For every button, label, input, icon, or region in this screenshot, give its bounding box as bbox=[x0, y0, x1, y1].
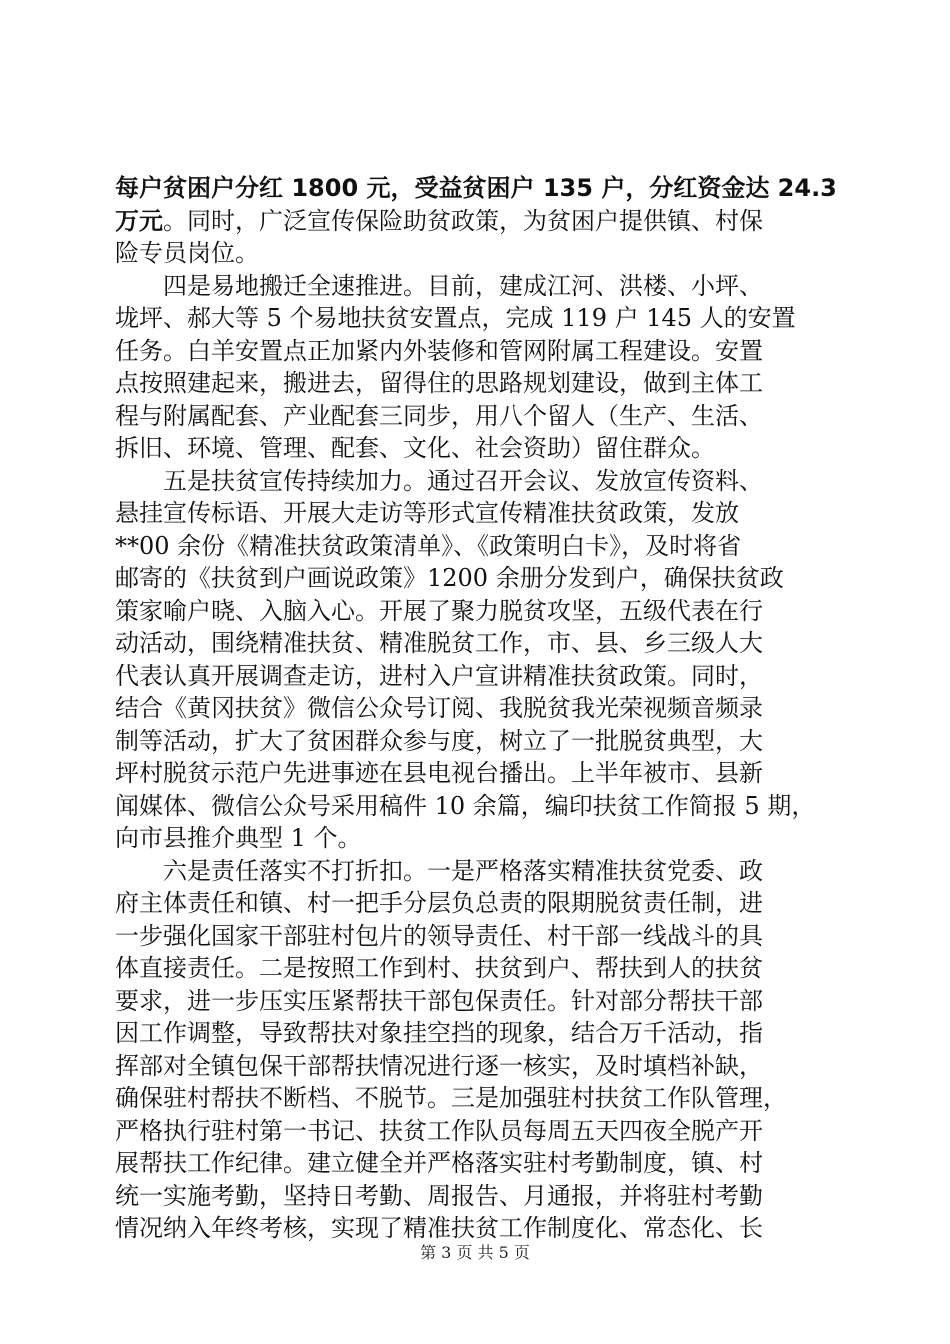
text-line: 严格执行驻村第一书记、扶贫工作队员每周五天四夜全脱产开 bbox=[115, 1116, 763, 1145]
text-line: 拆旧、环境、管理、配套、文化、社会资助）留住群众。 bbox=[115, 434, 715, 462]
text-line: 动活动，围绕精准扶贫、精准脱贫工作，市、县、乡三级人大 bbox=[115, 629, 763, 657]
text-line: 五是扶贫宣传持续加力。通过召开会议、发放宣传资料、 bbox=[163, 466, 763, 495]
text-line: 要求，进一步压实压紧帮扶干部包保责任。针对部分帮扶干部 bbox=[115, 986, 763, 1015]
text-line: 闻媒体、微信公众号采用稿件 10 余篇，编印扶贫工作简报 5 期， bbox=[115, 791, 816, 820]
text-line: 六是责任落实不打折扣。一是严格落实精准扶贫党委、政 bbox=[163, 856, 763, 885]
text-line: **00 余份《精准扶贫政策清单》、《政策明白卡》，及时将省 bbox=[115, 531, 742, 560]
body-text bbox=[115, 172, 835, 1245]
text-line: 结合《黄冈扶贫》微信公众号订阅、我脱贫我光荣视频音频录 bbox=[115, 694, 763, 722]
text-line: 险专员岗位。 bbox=[115, 239, 259, 267]
text-line: 体直接责任。二是按照工作到村、扶贫到户、帮扶到人的扶贫 bbox=[115, 954, 763, 982]
text-line: 悬挂宣传标语、开展大走访等形式宣传精准扶贫政策，发放 bbox=[115, 499, 739, 527]
text-line: 情况纳入年终考核，实现了精准扶贫工作制度化、常态化、长 bbox=[115, 1214, 763, 1242]
text-line: 点按照建起来，搬进去，留得住的思路规划建设，做到主体工 bbox=[115, 369, 763, 397]
text-line: 统一实施考勤，坚持日考勤、周报告、月通报，并将驻村考勤 bbox=[115, 1181, 763, 1210]
text-line: 府主体责任和镇、村一把手分层负总责的限期脱贫责任制，进 bbox=[115, 889, 763, 917]
text-line: 四是易地搬迁全速推进。目前，建成江河、洪楼、小坪、 bbox=[163, 271, 763, 300]
text-line: 每户贫困户分红 1800 元，受益贫困户 135 户，分红资金达 24.3 bbox=[115, 174, 837, 202]
text-line: 任务。白羊安置点正加紧内外装修和管网附属工程建设。安置 bbox=[115, 336, 763, 365]
text-line: 确保驻村帮扶不断档、不脱节。三是加强驻村扶贫工作队管理， bbox=[115, 1084, 787, 1112]
text-line: 坪村脱贫示范户先进事迹在县电视台播出。上半年被市、县新 bbox=[115, 759, 763, 787]
text-line: 邮寄的《扶贫到户画说政策》1200 余册分发到户，确保扶贫政 bbox=[115, 564, 784, 592]
text-line: 万元。同时，广泛宣传保险助贫政策，为贫困户提供镇、村保 bbox=[115, 206, 763, 235]
text-line: 垅坪、郝大等 5 个易地扶贫安置点，完成 119 户 145 人的安置 bbox=[115, 304, 796, 332]
text-line: 一步强化国家干部驻村包片的领导责任、村干部一线战斗的具 bbox=[115, 921, 763, 950]
text-line: 因工作调整，导致帮扶对象挂空挡的现象，结合万千活动，指 bbox=[115, 1019, 763, 1047]
text-line: 代表认真开展调查走访，进村入户宣讲精准扶贫政策。同时， bbox=[115, 661, 763, 690]
text-line: 程与附属配套、产业配套三同步，用八个留人（生产、生活、 bbox=[115, 401, 763, 430]
text-line: 向市县推介典型 1 个。 bbox=[115, 824, 362, 852]
text-line: 挥部对全镇包保干部帮扶情况进行逐一核实，及时填档补缺， bbox=[115, 1051, 763, 1080]
text-line: 展帮扶工作纪律。建立健全并严格落实驻村考勤制度，镇、村 bbox=[115, 1149, 763, 1177]
page-footer: 第 3 页 共 5 页 bbox=[420, 1243, 530, 1262]
text-line: 策家喻户晓、入脑入心。开展了聚力脱贫攻坚，五级代表在行 bbox=[115, 596, 763, 625]
text-line: 制等活动，扩大了贫困群众参与度，树立了一批脱贫典型，大 bbox=[115, 726, 763, 755]
